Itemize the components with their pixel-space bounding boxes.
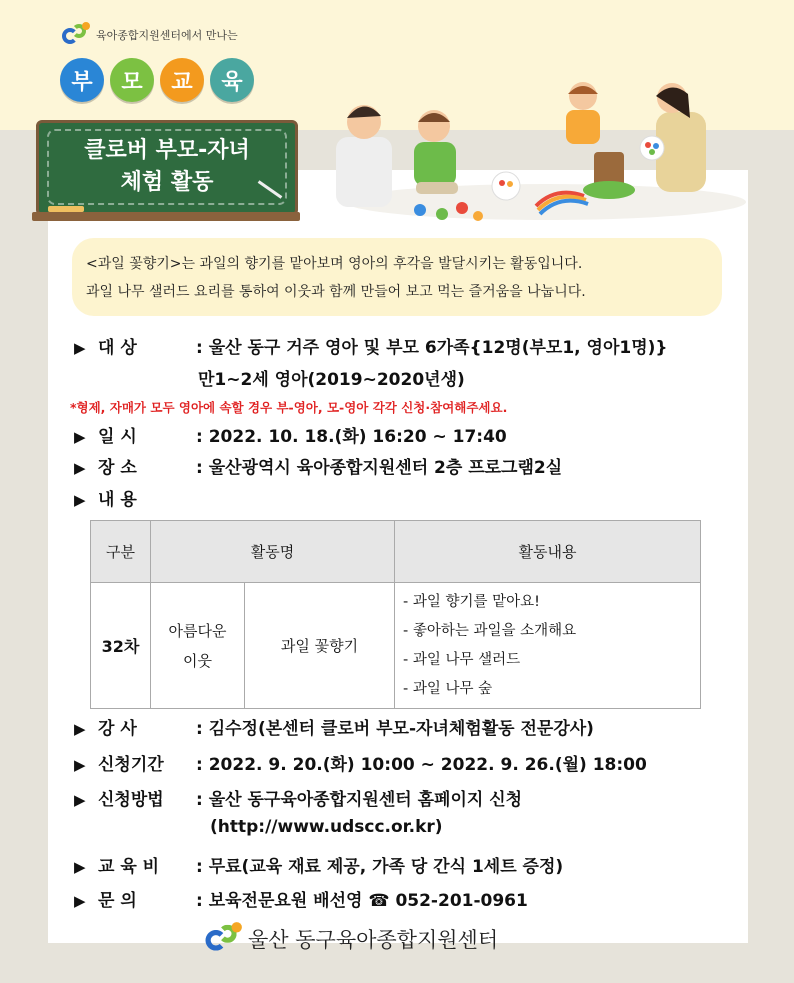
table-header-row <box>91 521 701 583</box>
intro-box <box>72 238 722 316</box>
program-title <box>60 58 254 102</box>
info-place: ▶ 장 소 : 울산광역시 육아종합지원센터 2층 프로그램2실 <box>74 458 563 478</box>
info-period: ▶ 신청기간 : 2022. 9. 20.(화) 10:00 ~ 2022. 9. 26.(월) 18:00 <box>74 755 647 775</box>
info-warning: *형제, 자매가 모두 영아에 속할 경우 부-영아, 모-영아 각각 신청·참여해주세요. <box>70 400 508 415</box>
list-item: - 좋아하는 과일을 소개해요 <box>403 622 577 639</box>
activity-cell: 과일 꽃향기 <box>245 583 395 709</box>
header-brand <box>62 22 238 48</box>
table-row <box>91 583 701 709</box>
list-item: - 과일 나무 숲 <box>403 680 493 697</box>
table-header-cell: 활동내용 <box>395 521 701 583</box>
intro-line-1: <과일 꽃향기>는 과일의 향기를 맡아보며 영아의 후각을 발달시키는 활동입니다. <box>86 256 583 272</box>
center-logo-icon <box>206 922 245 956</box>
chalkboard <box>36 120 298 216</box>
footer-logo <box>210 924 498 954</box>
title-char-1: 부 <box>60 58 104 102</box>
intro-line-2: 과일 나무 샐러드 요리를 통하여 이웃과 함께 만들어 보고 먹는 즐거움을 나눕니다. <box>86 284 586 300</box>
info-date: ▶ 일 시 : 2022. 10. 18.(화) 16:20 ~ 17:40 <box>74 427 507 447</box>
theme-cell: 아름다운 이웃 <box>151 583 245 709</box>
title-char-4: 육 <box>210 58 254 102</box>
board-title-line-1: 클로버 부모-자녀 <box>84 138 250 163</box>
info-contact: ▶ 문 의 : 보육전문요원 배선영 ☎ 052-201-0961 <box>74 891 528 911</box>
info-content: ▶ 내 용 <box>74 490 137 510</box>
info-instructor: ▶ 강 사 : 김수정(본센터 클로버 부모-자녀체험활동 전문강사) <box>74 719 594 739</box>
chalkboard-ledge <box>32 212 300 221</box>
info-target: ▶ 대 상 : 울산 동구 거주 영아 및 부모 6가족{12명(부모1, 영아1명)} <box>74 338 668 358</box>
program-table <box>90 520 701 709</box>
info-url[interactable]: (http://www.udscc.or.kr) <box>210 817 443 837</box>
list-item: - 과일 나무 샐러드 <box>403 651 521 668</box>
info-target-age: 만1~2세 영아(2019~2020년생) <box>198 370 465 390</box>
chalk-icon <box>48 206 84 212</box>
title-char-3: 교 <box>160 58 204 102</box>
center-logo-icon <box>62 22 92 48</box>
board-title-line-2: 체험 활동 <box>120 170 214 195</box>
session-cell: 32차 <box>91 583 151 709</box>
family-activity-illustration <box>316 82 756 222</box>
info-method: ▶ 신청방법 : 울산 동구육아종합지원센터 홈페이지 신청 <box>74 790 523 810</box>
footer-org-name: 울산 동구육아종합지원센터 <box>248 928 499 952</box>
info-fee: ▶ 교 육 비 : 무료(교육 재료 제공, 가족 당 간식 1세트 증정) <box>74 857 564 877</box>
table-header-cell: 구분 <box>91 521 151 583</box>
list-item: - 과일 향기를 맡아요! <box>403 593 540 610</box>
title-char-2: 모 <box>110 58 154 102</box>
activity-content-cell <box>395 583 701 709</box>
table-header-cell: 활동명 <box>151 521 395 583</box>
brand-text: 육아종합지원센터에서 만나는 <box>96 29 238 42</box>
